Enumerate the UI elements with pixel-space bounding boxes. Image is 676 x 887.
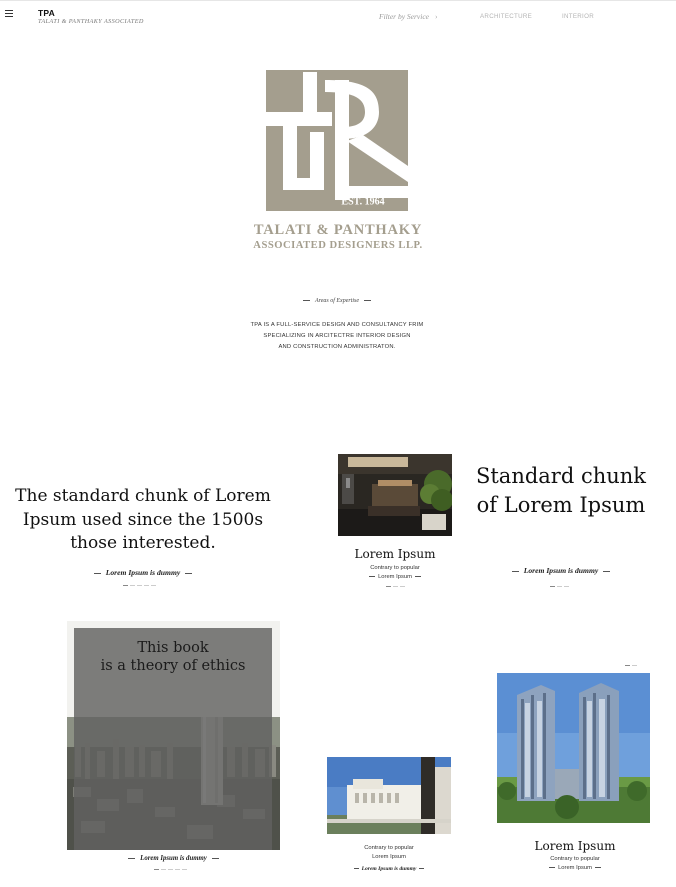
meta-text: Lorem Ipsum: [378, 574, 412, 580]
card-2-caption: [327, 866, 451, 872]
caption-text: Lorem Ipsum is dummy: [105, 568, 181, 577]
carousel-dots[interactable]: [123, 585, 158, 587]
card-1-title[interactable]: Lorem Ipsum: [354, 547, 436, 561]
nav-link-interior[interactable]: INTERIOR: [562, 13, 594, 20]
card-3-subtitle: Contrary to popular: [550, 856, 600, 862]
areas-label: Areas of Expertise: [314, 298, 360, 304]
caption-text: Lorem Ipsum is dummy: [523, 566, 599, 575]
caption-text: Lorem Ipsum is dummy: [361, 866, 417, 872]
company-name-line2: ASSOCIATED DESIGNERS LLP.: [253, 240, 423, 251]
card-2-subtitle: Contrary to popular: [364, 845, 414, 851]
established-label: EST. 1964: [341, 196, 385, 208]
brand-subtitle: TALATI & PANTHAKY ASSOCIATED: [38, 18, 144, 25]
book-line-1: This book: [137, 640, 209, 656]
carousel-dots[interactable]: [386, 586, 407, 588]
company-name-line1: TALATI & PANTHAKY: [253, 222, 423, 238]
caption-text: Lorem Ipsum is dummy: [140, 855, 207, 862]
carousel-dots[interactable]: [625, 665, 639, 667]
hamburger-menu-icon[interactable]: [5, 10, 13, 17]
twin-towers-photo[interactable]: [497, 673, 650, 823]
headline-tile-1[interactable]: The standard chunk of Lorem Ipsum used since the 1500s those interested.: [15, 486, 271, 553]
description-line: AND CONSTRUCTION ADMINISTRATON.: [278, 344, 396, 350]
brand-title[interactable]: TPA: [38, 8, 55, 18]
chevron-right-icon: ›: [434, 12, 438, 21]
top-border: [0, 0, 676, 1]
book-caption: [67, 855, 280, 862]
card-3-meta: [497, 865, 653, 871]
description-line: SPECIALIZING IN ARCITECTRE INTERIOR DESIGN: [263, 333, 411, 339]
building-photo[interactable]: [327, 757, 451, 834]
card-2-meta: Lorem Ipsum: [372, 854, 406, 860]
meta-text: Lorem Ipsum: [558, 865, 592, 871]
areas-of-expertise-heading: [200, 298, 474, 304]
interior-photo[interactable]: [338, 454, 452, 536]
card-3-title[interactable]: Lorem Ipsum: [534, 839, 616, 853]
book-tile-text[interactable]: [74, 639, 272, 675]
headline-2-caption: [472, 566, 650, 575]
company-description: [190, 320, 484, 353]
card-1-meta: [338, 574, 452, 580]
book-line-2: is a theory of ethics: [100, 658, 246, 674]
nav-link-architecture[interactable]: ARCHITECTURE: [480, 13, 533, 20]
company-name: [222, 222, 454, 251]
filter-label: Filter by Service: [379, 12, 429, 21]
filter-by-service-dropdown[interactable]: [379, 12, 437, 21]
card-1-subtitle: Contrary to popular: [370, 565, 420, 571]
headline-1-caption: [40, 568, 246, 577]
carousel-dots[interactable]: [154, 869, 189, 871]
carousel-dots[interactable]: [550, 586, 571, 588]
description-line: TPA IS A FULL-SERVICE DESIGN AND CONSULTANCY FRIM: [250, 322, 424, 328]
headline-tile-2[interactable]: Standard chunk of Lorem Ipsum: [475, 464, 647, 517]
